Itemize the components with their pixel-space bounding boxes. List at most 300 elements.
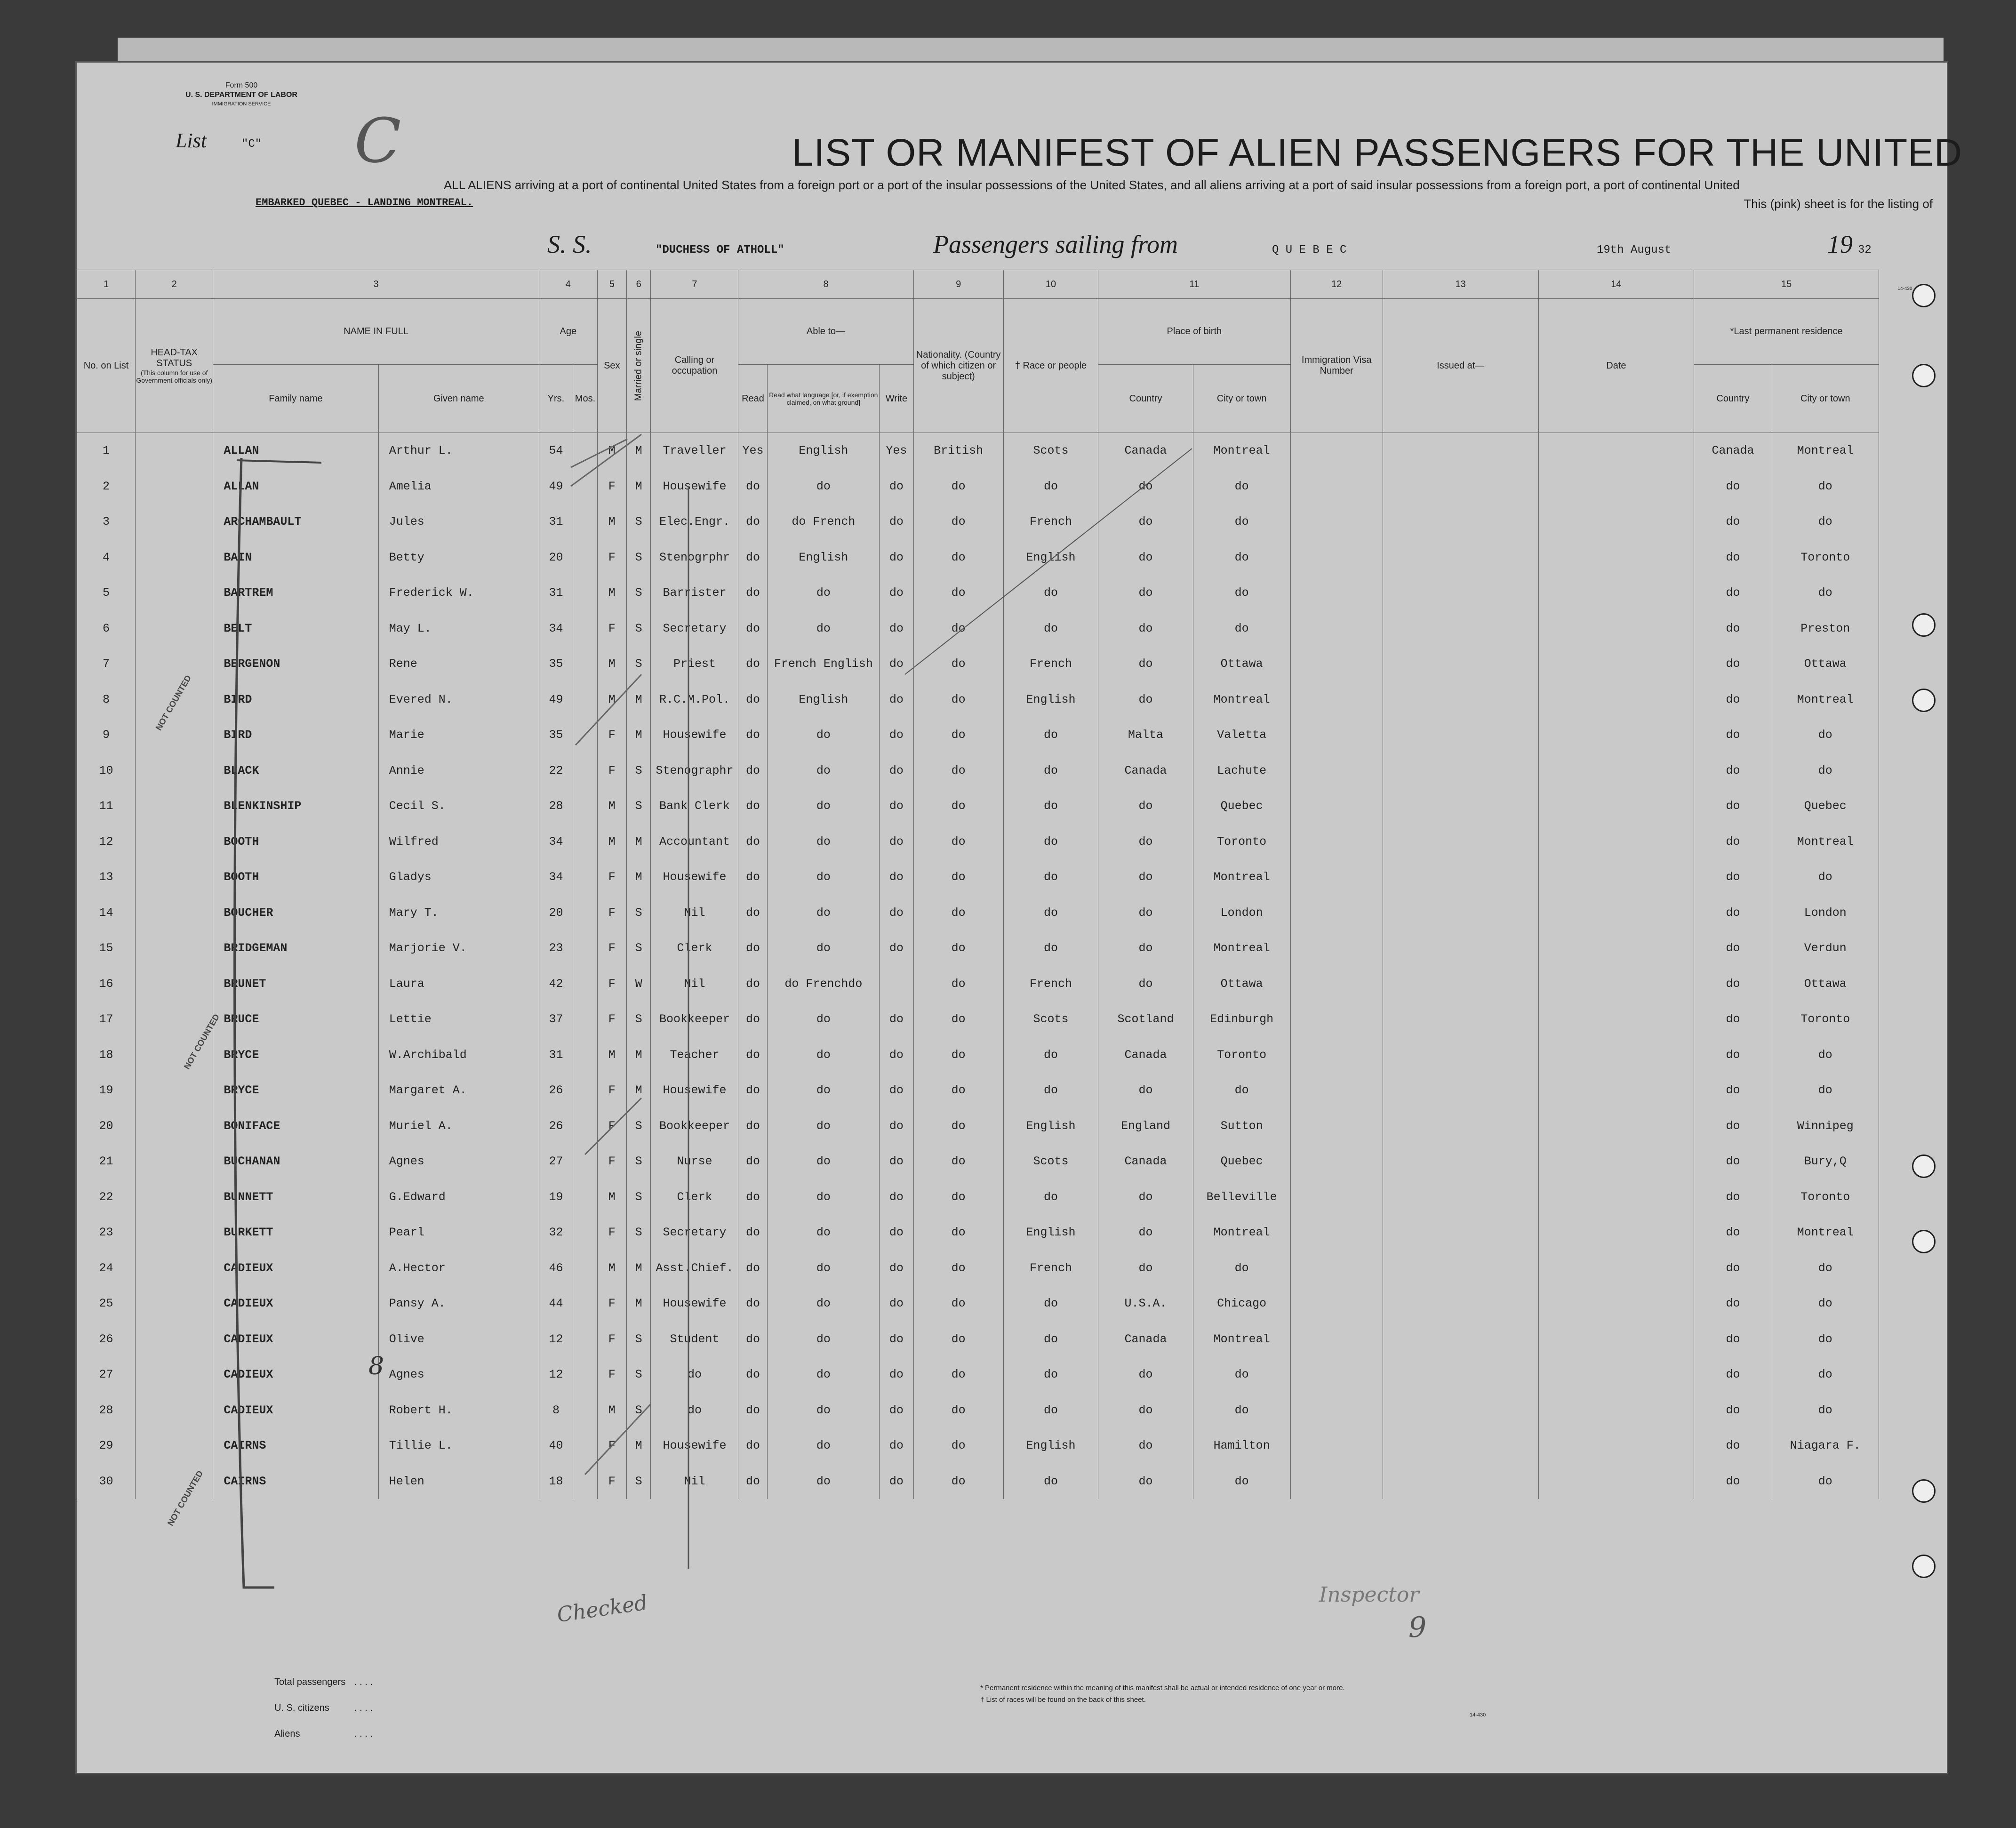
occupation: R.C.M.Pol. [651, 682, 738, 718]
visa-header: Immigration Visa Number [1290, 299, 1383, 433]
age-years: 20 [539, 540, 573, 576]
residence-country: do [1694, 1251, 1772, 1286]
age-months [573, 1393, 598, 1428]
issued-header: Issued at— [1383, 299, 1538, 433]
residence-city: do [1772, 753, 1879, 789]
issued-at [1383, 611, 1538, 647]
row-number: 4 [77, 540, 136, 576]
row-number: 19 [77, 1073, 136, 1108]
given-name: Helen [378, 1464, 539, 1499]
residence-city: Ottawa [1772, 966, 1879, 1002]
residence-country: do [1694, 1179, 1772, 1215]
table-row [77, 1357, 1950, 1393]
nationality: do [913, 1393, 1003, 1428]
marital-status: M [626, 824, 651, 860]
col-num-2: 2 [136, 270, 213, 299]
can-read: do [738, 1428, 768, 1464]
race: English [1003, 540, 1098, 576]
sex: M [597, 504, 626, 540]
residence-city: do [1772, 469, 1879, 505]
given-name: May L. [378, 611, 539, 647]
read-language: do [768, 1108, 880, 1144]
head-tax-cell [136, 788, 213, 824]
table-row [77, 1108, 1950, 1144]
can-write: do [880, 1002, 913, 1037]
row-number: 11 [77, 788, 136, 824]
occupation: Barrister [651, 575, 738, 611]
birth-city: Quebec [1193, 788, 1290, 824]
residence-country: do [1694, 1144, 1772, 1179]
birth-country: do [1098, 824, 1193, 860]
occupation: Housewife [651, 1286, 738, 1322]
visa-date [1538, 611, 1694, 647]
table-row [77, 1002, 1950, 1037]
given-name: Pansy A. [378, 1286, 539, 1322]
service: IMMIGRATION SERVICE [212, 101, 271, 107]
birth-country: do [1098, 859, 1193, 895]
residence-city: Toronto [1772, 1179, 1879, 1215]
sex: M [597, 788, 626, 824]
visa-date [1538, 1037, 1694, 1073]
age-years: 23 [539, 930, 573, 966]
residence-city: do [1772, 859, 1879, 895]
age-years: 12 [539, 1357, 573, 1393]
sailing-label: Passengers sailing from [933, 230, 1178, 258]
age-months [573, 895, 598, 931]
family-name: ALLAN [213, 469, 378, 505]
nationality: do [913, 1108, 1003, 1144]
birth-country: do [1098, 895, 1193, 931]
sex: F [597, 1322, 626, 1357]
visa-number [1290, 1144, 1383, 1179]
can-read: do [738, 966, 768, 1002]
read-header: Read [738, 365, 768, 433]
age-months [573, 1464, 598, 1499]
residence-country: do [1694, 1357, 1772, 1393]
header-line-2: This (pink) sheet is for the listing of [1744, 197, 1933, 211]
age-years: 31 [539, 504, 573, 540]
residence-country: do [1694, 646, 1772, 682]
occupation: Nurse [651, 1144, 738, 1179]
can-write: do [880, 1037, 913, 1073]
us-citizens-label: U. S. citizens [274, 1703, 329, 1713]
given-name: Marie [378, 717, 539, 753]
can-write: do [880, 895, 913, 931]
age-months [573, 1357, 598, 1393]
can-read: do [738, 1357, 768, 1393]
department: U. S. DEPARTMENT OF LABOR [185, 91, 297, 99]
given-name: Olive [378, 1322, 539, 1357]
residence-country: do [1694, 1393, 1772, 1428]
visa-date [1538, 1357, 1694, 1393]
date-header: Date [1538, 299, 1694, 433]
head-tax-cell [136, 433, 213, 469]
visa-number [1290, 575, 1383, 611]
issued-at [1383, 824, 1538, 860]
can-read: do [738, 1144, 768, 1179]
write-header: Write [880, 365, 913, 433]
issued-at [1383, 1393, 1538, 1428]
read-lang-header: Read what language [or, if exemption claimed, on what ground] [768, 365, 880, 433]
table-row [77, 1464, 1950, 1499]
total-passengers-dots: . . . . [354, 1677, 373, 1687]
col-num-10: 10 [1003, 270, 1098, 299]
row-number: 15 [77, 930, 136, 966]
row-number: 17 [77, 1002, 136, 1037]
residence-city: do [1772, 1073, 1879, 1108]
visa-date [1538, 540, 1694, 576]
manifest-title: LIST OR MANIFEST OF ALIEN PASSENGERS FOR THE UNITED [792, 131, 1963, 174]
given-name: Lettie [378, 1002, 539, 1037]
row-number: 20 [77, 1108, 136, 1144]
issued-at [1383, 1037, 1538, 1073]
occupation: Elec.Engr. [651, 504, 738, 540]
visa-number [1290, 895, 1383, 931]
no-on-list-header: No. on List [77, 299, 136, 433]
race: do [1003, 1464, 1098, 1499]
nationality: do [913, 1215, 1003, 1251]
can-write: do [880, 824, 913, 860]
age-years: 42 [539, 966, 573, 1002]
race: do [1003, 753, 1098, 789]
given-name: Annie [378, 753, 539, 789]
given-name: Mary T. [378, 895, 539, 931]
table-row [77, 930, 1950, 966]
issued-at [1383, 1357, 1538, 1393]
sex: M [597, 1179, 626, 1215]
visa-date [1538, 753, 1694, 789]
race: Scots [1003, 433, 1098, 469]
sex: F [597, 1144, 626, 1179]
race: do [1003, 1179, 1098, 1215]
birth-country: Malta [1098, 717, 1193, 753]
age-months [573, 824, 598, 860]
issued-at [1383, 788, 1538, 824]
can-read: do [738, 575, 768, 611]
nationality: do [913, 930, 1003, 966]
sex: F [597, 859, 626, 895]
can-read: do [738, 682, 768, 718]
visa-number [1290, 717, 1383, 753]
occupation: Teacher [651, 1037, 738, 1073]
row-number: 13 [77, 859, 136, 895]
marital-status: M [626, 859, 651, 895]
issued-at [1383, 930, 1538, 966]
age-years: 31 [539, 575, 573, 611]
table-row [77, 1428, 1950, 1464]
sex: M [597, 824, 626, 860]
sex: F [597, 930, 626, 966]
marital-status: S [626, 895, 651, 931]
visa-date [1538, 575, 1694, 611]
can-write: do [880, 1428, 913, 1464]
birth-country: do [1098, 1464, 1193, 1499]
residence-city: do [1772, 1286, 1879, 1322]
row-number: 29 [77, 1428, 136, 1464]
residence-city: do [1772, 1393, 1879, 1428]
marital-status: M [626, 1251, 651, 1286]
can-write: do [880, 682, 913, 718]
family-name: CADIEUX [213, 1322, 378, 1357]
race: French [1003, 966, 1098, 1002]
marital-status: S [626, 1144, 651, 1179]
residence-country: do [1694, 1215, 1772, 1251]
issued-at [1383, 433, 1538, 469]
birth-country-header: Country [1098, 365, 1193, 433]
age-years: 49 [539, 469, 573, 505]
row-number: 28 [77, 1393, 136, 1428]
can-write [880, 966, 913, 1002]
race: English [1003, 1215, 1098, 1251]
residence-city: do [1772, 1251, 1879, 1286]
occupation: Nil [651, 895, 738, 931]
binder-hole [1912, 364, 1936, 387]
read-language: do [768, 469, 880, 505]
age-months [573, 1002, 598, 1037]
col-num-14: 14 [1538, 270, 1694, 299]
issued-at [1383, 1464, 1538, 1499]
issued-at [1383, 575, 1538, 611]
can-read: do [738, 930, 768, 966]
year-prefix: 19 [1827, 230, 1853, 258]
read-language: do [768, 1144, 880, 1179]
visa-number [1290, 753, 1383, 789]
birth-country: do [1098, 540, 1193, 576]
issued-at [1383, 469, 1538, 505]
birth-city: do [1193, 611, 1290, 647]
age-years: 34 [539, 824, 573, 860]
age-months [573, 1428, 598, 1464]
nationality: British [913, 433, 1003, 469]
birth-country: do [1098, 1357, 1193, 1393]
visa-number [1290, 1322, 1383, 1357]
family-name: BAIN [213, 540, 378, 576]
birth-city: Montreal [1193, 859, 1290, 895]
visa-number [1290, 1393, 1383, 1428]
marital-status: S [626, 1322, 651, 1357]
read-language: do [768, 1037, 880, 1073]
visa-date [1538, 1428, 1694, 1464]
marital-status: S [626, 504, 651, 540]
sex-header: Sex [597, 299, 626, 433]
birth-country: Canada [1098, 1322, 1193, 1357]
visa-date [1538, 966, 1694, 1002]
age-months [573, 646, 598, 682]
family-name: BOUCHER [213, 895, 378, 931]
calling-header: Calling or occupation [651, 299, 738, 433]
visa-number [1290, 930, 1383, 966]
occupation: Clerk [651, 930, 738, 966]
nationality: do [913, 1179, 1003, 1215]
read-language: do [768, 1073, 880, 1108]
read-language: do [768, 1286, 880, 1322]
nationality: do [913, 1073, 1003, 1108]
visa-number [1290, 1037, 1383, 1073]
occupation: Bank Clerk [651, 788, 738, 824]
doc-code: 14-430 [1897, 286, 1912, 291]
residence-country: do [1694, 1073, 1772, 1108]
birth-country: England [1098, 1108, 1193, 1144]
head-tax-cell [136, 1428, 213, 1464]
residence-country: do [1694, 717, 1772, 753]
residence-city: Bury,Q [1772, 1144, 1879, 1179]
birth-country: do [1098, 966, 1193, 1002]
passenger-rows [77, 433, 1950, 1499]
family-name: BERGENON [213, 646, 378, 682]
age-years: 12 [539, 1322, 573, 1357]
age-years: 54 [539, 433, 573, 469]
read-language: do [768, 1357, 880, 1393]
handwritten-9: 9 [1408, 1611, 1427, 1644]
occupation: Bookkeeper [651, 1002, 738, 1037]
issued-at [1383, 753, 1538, 789]
age-years: 44 [539, 1286, 573, 1322]
age-years: 49 [539, 682, 573, 718]
race: do [1003, 1322, 1098, 1357]
marital-status: S [626, 1215, 651, 1251]
issued-at [1383, 504, 1538, 540]
nationality: do [913, 1428, 1003, 1464]
read-language: do [768, 753, 880, 789]
birth-country: do [1098, 682, 1193, 718]
marital-status: S [626, 1108, 651, 1144]
family-name: ARCHAMBAULT [213, 504, 378, 540]
col-num-1: 1 [77, 270, 136, 299]
nationality: do [913, 859, 1003, 895]
footer-code: 14-430 [1470, 1712, 1486, 1718]
nationality: do [913, 1357, 1003, 1393]
binder-hole [1912, 1479, 1936, 1503]
family-name: BIRD [213, 682, 378, 718]
table-row [77, 611, 1950, 647]
nationality: do [913, 1251, 1003, 1286]
occupation: Student [651, 1322, 738, 1357]
read-language: do [768, 1464, 880, 1499]
issued-at [1383, 1179, 1538, 1215]
can-write: do [880, 717, 913, 753]
age-years: 20 [539, 895, 573, 931]
given-name: Pearl [378, 1215, 539, 1251]
birth-city: do [1193, 1393, 1290, 1428]
sex: M [597, 1393, 626, 1428]
family-name: BLENKINSHIP [213, 788, 378, 824]
family-name: BLACK [213, 753, 378, 789]
sex: F [597, 1357, 626, 1393]
birth-country: do [1098, 469, 1193, 505]
residence-city: Montreal [1772, 824, 1879, 860]
visa-number [1290, 1215, 1383, 1251]
age-years: 46 [539, 1251, 573, 1286]
row-number: 3 [77, 504, 136, 540]
nationality: do [913, 1144, 1003, 1179]
row-number: 26 [77, 1322, 136, 1357]
residence-country: do [1694, 469, 1772, 505]
head-tax-cell [136, 1286, 213, 1322]
stamp-not-counted-3: NOT COUNTED [165, 1469, 205, 1528]
head-tax-cell [136, 1144, 213, 1179]
issued-at [1383, 717, 1538, 753]
birth-city: London [1193, 895, 1290, 931]
nationality: do [913, 1286, 1003, 1322]
age-months [573, 966, 598, 1002]
table-row [77, 717, 1950, 753]
birth-country: Canada [1098, 433, 1193, 469]
visa-number [1290, 1002, 1383, 1037]
visa-number [1290, 1179, 1383, 1215]
handwritten-checked: Checked [555, 1590, 649, 1628]
read-language: do [768, 1251, 880, 1286]
race: French [1003, 504, 1098, 540]
table-row [77, 540, 1950, 576]
family-name: BRUCE [213, 1002, 378, 1037]
row-number: 16 [77, 966, 136, 1002]
visa-number [1290, 1428, 1383, 1464]
col-num-8: 8 [738, 270, 913, 299]
row-number: 23 [77, 1215, 136, 1251]
can-read: do [738, 1073, 768, 1108]
can-write: do [880, 1251, 913, 1286]
head-tax-cell [136, 1322, 213, 1357]
row-number: 12 [77, 824, 136, 860]
residence-country: do [1694, 1322, 1772, 1357]
visa-date [1538, 824, 1694, 860]
can-read: do [738, 1002, 768, 1037]
header-line-1: ALL ALIENS arriving at a port of continental United States from a foreign port or a port of the insular possessions of the United States, and all aliens arriving at a port of said insular possessions from a foreign port, a port of continental United [444, 178, 1740, 192]
head-tax-cell [136, 1251, 213, 1286]
issued-at [1383, 1428, 1538, 1464]
residence-city: Verdun [1772, 930, 1879, 966]
table-row [77, 1215, 1950, 1251]
read-language: English [768, 433, 880, 469]
family-name: BRYCE [213, 1037, 378, 1073]
can-write: do [880, 1286, 913, 1322]
col-num-3: 3 [213, 270, 539, 299]
read-language: do [768, 859, 880, 895]
us-citizens-dots: . . . . [354, 1703, 373, 1713]
can-read: Yes [738, 433, 768, 469]
birth-city: Montreal [1193, 682, 1290, 718]
family-name: BUCHANAN [213, 1144, 378, 1179]
residence-city: Preston [1772, 611, 1879, 647]
sex: M [597, 433, 626, 469]
aliens-label: Aliens [274, 1729, 300, 1739]
birth-country: do [1098, 611, 1193, 647]
marital-status: S [626, 646, 651, 682]
read-language: do French [768, 504, 880, 540]
race: do [1003, 859, 1098, 895]
residence-country: do [1694, 540, 1772, 576]
age-years: 8 [539, 1393, 573, 1428]
given-name: Robert H. [378, 1393, 539, 1428]
issued-at [1383, 1215, 1538, 1251]
age-years: 37 [539, 1002, 573, 1037]
visa-date [1538, 1393, 1694, 1428]
head-tax-cell [136, 1179, 213, 1215]
residence-city: London [1772, 895, 1879, 931]
table-row [77, 1073, 1950, 1108]
can-write: do [880, 575, 913, 611]
col-num-9: 9 [913, 270, 1003, 299]
col-num-13: 13 [1383, 270, 1538, 299]
sex: F [597, 1108, 626, 1144]
can-read: do [738, 1286, 768, 1322]
marital-status: S [626, 1002, 651, 1037]
can-read: do [738, 1251, 768, 1286]
age-years: 26 [539, 1108, 573, 1144]
read-language: do [768, 1322, 880, 1357]
birth-country: do [1098, 1428, 1193, 1464]
table-row [77, 646, 1950, 682]
